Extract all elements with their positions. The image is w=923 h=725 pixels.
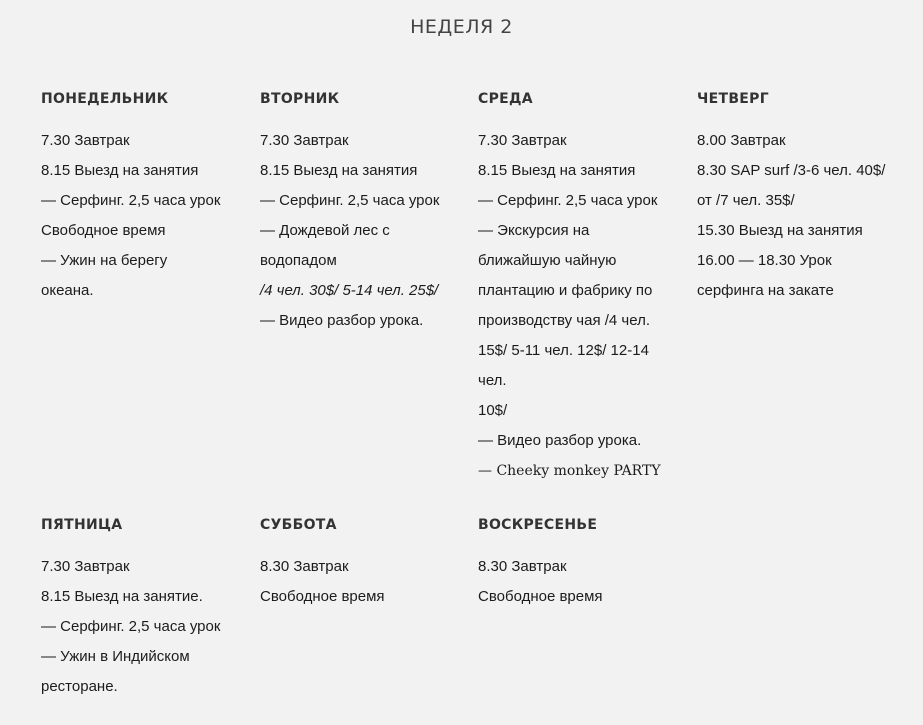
day-friday — [41, 516, 241, 702]
schedule-line: — Серфинг. 2,5 часа урок — [41, 618, 221, 635]
day-saturday — [260, 516, 460, 612]
schedule-line: — Серфинг. 2,5 часа урок — [260, 192, 440, 209]
schedule-line: ближайшую чайную — [478, 252, 617, 269]
schedule-line: от /7 чел. 35$/ — [697, 192, 795, 209]
day-name-tuesday: ВТОРНИК — [260, 91, 340, 107]
schedule-line: — Серфинг. 2,5 часа урок — [478, 192, 658, 209]
schedule-line: — Ужин в Индийском — [41, 648, 190, 665]
schedule-line: производству чая /4 чел. — [478, 312, 651, 329]
day-name-thursday: ЧЕТВЕРГ — [697, 91, 769, 107]
schedule-line-prices: /4 чел. 30$/ 5-14 чел. 25$/ — [260, 282, 439, 299]
schedule-line: Свободное время — [478, 588, 603, 605]
schedule-line: 8.00 Завтрак — [697, 132, 786, 149]
schedule-line: — Серфинг. 2,5 часа урок — [41, 192, 221, 209]
schedule-line: 7.30 Завтрак — [41, 558, 130, 575]
day-name-monday: ПОНЕДЕЛЬНИК — [41, 91, 169, 107]
schedule-line: плантацию и фабрику по — [478, 282, 653, 299]
schedule-line: 8.15 Выезд на занятия — [478, 162, 636, 179]
schedule-line: 7.30 Завтрак — [41, 132, 130, 149]
day-thursday — [697, 90, 897, 306]
schedule-line: 15$/ 5-11 чел. 12$/ 12-14 чел. — [478, 342, 654, 389]
week-title: НЕДЕЛЯ 2 — [410, 16, 513, 38]
schedule-line: — Дождевой лес с — [260, 222, 390, 239]
schedule-line: ресторане. — [41, 678, 118, 695]
schedule-line: 7.30 Завтрак — [260, 132, 349, 149]
schedule-line: — Ужин на берегу — [41, 252, 168, 269]
day-tuesday — [260, 90, 460, 336]
schedule-line: Свободное время — [260, 588, 385, 605]
day-name-saturday: СУББОТА — [260, 517, 337, 533]
day-name-friday: ПЯТНИЦА — [41, 517, 123, 533]
schedule-line: Свободное время — [41, 222, 166, 239]
schedule-line: 10$/ — [478, 402, 508, 419]
day-monday — [41, 90, 241, 306]
day-wednesday — [478, 90, 678, 486]
schedule-line: 7.30 Завтрак — [478, 132, 567, 149]
schedule-line: 8.30 Завтрак — [260, 558, 349, 575]
day-name-wednesday: СРЕДА — [478, 91, 533, 107]
schedule-line: 15.30 Выезд на занятия — [697, 222, 863, 239]
schedule-line: — Экскурсия на — [478, 222, 590, 239]
schedule-line: океана. — [41, 282, 94, 299]
schedule-line: 8.15 Выезд на занятия — [260, 162, 418, 179]
schedule-line: 8.15 Выезд на занятие. — [41, 588, 203, 605]
schedule-line: серфинга на закате — [697, 282, 834, 299]
schedule-line: 16.00 — 18.30 Урок — [697, 252, 832, 269]
schedule-line: 8.15 Выезд на занятия — [41, 162, 199, 179]
day-name-sunday: ВОСКРЕСЕНЬЕ — [478, 517, 598, 533]
schedule-line-party: — Cheeky monkey PARTY — [478, 463, 661, 479]
schedule-line: 8.30 Завтрак — [478, 558, 567, 575]
schedule-line: 8.30 SAP surf /3-6 чел. 40$/ — [697, 162, 886, 179]
schedule-line: — Видео разбор урока. — [478, 432, 642, 449]
schedule-line: — Видео разбор урока. — [260, 312, 424, 329]
day-sunday — [478, 516, 678, 612]
schedule-line: водопадом — [260, 252, 337, 269]
